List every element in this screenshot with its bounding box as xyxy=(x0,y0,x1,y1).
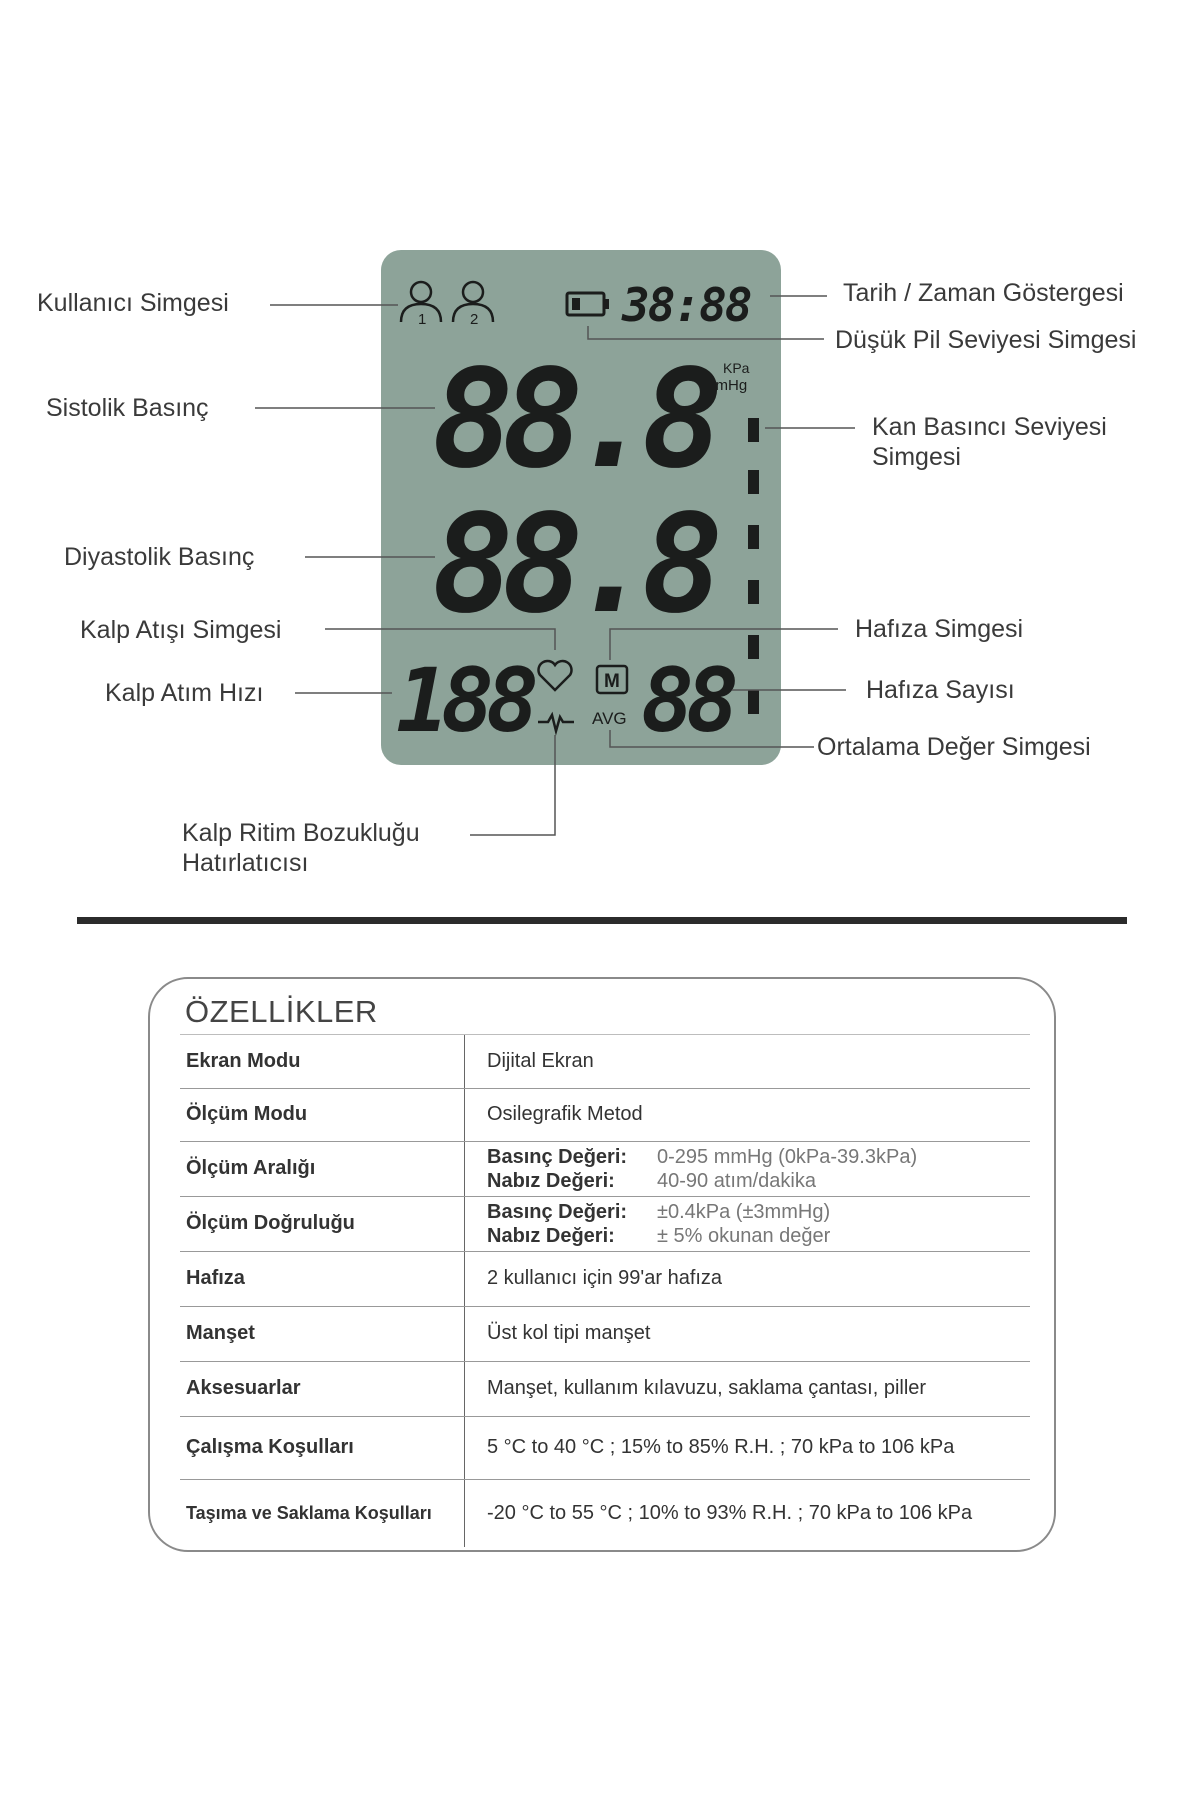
table-row xyxy=(180,1141,1030,1196)
spec-sub-key: Basınç Değeri: xyxy=(487,1145,628,1168)
spec-value: Dijital Ekran xyxy=(465,1035,1031,1088)
spec-value: Üst kol tipi manşet xyxy=(465,1306,1031,1361)
label-average-icon: Ortalama Değer Simgesi xyxy=(817,733,1091,761)
label-systolic: Sistolik Basınç xyxy=(46,394,209,422)
systolic-display: 88.8 xyxy=(432,341,712,499)
spec-value xyxy=(465,1196,1031,1251)
label-date-time: Tarih / Zaman Göstergesi xyxy=(843,279,1124,307)
table-row xyxy=(180,1196,1030,1251)
diastolic-display: 88.8 xyxy=(432,486,712,644)
user-1-number: 1 xyxy=(418,311,427,328)
spec-sub-value: 40-90 atım/dakika xyxy=(657,1169,816,1192)
label-diastolic: Diyastolik Basınç xyxy=(64,543,255,571)
label-memory-count: Hafıza Sayısı xyxy=(866,676,1015,704)
label-heart-rate: Kalp Atım Hızı xyxy=(105,679,264,707)
section-divider xyxy=(77,917,1127,924)
spec-value xyxy=(465,1141,1031,1196)
spec-sub-value: ± 5% okunan değer xyxy=(657,1224,831,1247)
spec-key: Çalışma Koşulları xyxy=(180,1416,465,1479)
label-user-icon: Kullanıcı Simgesi xyxy=(37,289,229,317)
pulse-display: 188 xyxy=(396,649,531,752)
spec-key: Hafıza xyxy=(180,1251,465,1306)
spec-value: -20 °C to 55 °C ; 10% to 93% R.H. ; 70 kPa to 106 kPa xyxy=(487,1501,973,1524)
spec-key: Ölçüm Doğruluğu xyxy=(180,1196,465,1251)
unit-kpa: KPa xyxy=(723,360,750,376)
spec-sub-row xyxy=(487,1224,1030,1248)
spec-sub-value: 0-295 mmHg (0kPa-39.3kPa) xyxy=(657,1145,918,1168)
spec-value: 5 °C to 40 °C ; 15% to 85% R.H. ; 70 kPa to 106 kPa xyxy=(465,1416,1031,1479)
spec-key: Ekran Modu xyxy=(180,1035,465,1088)
table-row xyxy=(180,1088,1030,1141)
label-bp-level: Kan Basıncı Seviyesi Simgesi xyxy=(872,413,1107,471)
memory-letter: M xyxy=(604,671,620,692)
spec-key: Ölçüm Aralığı xyxy=(180,1141,465,1196)
unit-mmhg: mmHg xyxy=(703,377,748,394)
spec-key: Aksesuarlar xyxy=(180,1361,465,1416)
table-row xyxy=(180,1479,1030,1547)
spec-sub-value: ±0.4kPa (±3mmHg) xyxy=(657,1200,831,1223)
table-row xyxy=(180,1251,1030,1306)
spec-sub-row xyxy=(487,1200,1030,1224)
spec-value: Osilegrafik Metod xyxy=(465,1088,1031,1141)
avg-icon: AVG xyxy=(592,709,627,728)
specs-title: ÖZELLİKLER xyxy=(185,994,378,1029)
spec-key: Taşıma ve Saklama Koşulları xyxy=(180,1479,465,1547)
table-row xyxy=(180,1361,1030,1416)
specs-panel xyxy=(148,977,1056,1552)
table-row xyxy=(180,1306,1030,1361)
label-arrhythmia: Kalp Ritim Bozukluğu Hatırlatıcısı xyxy=(182,819,420,877)
spec-value: Manşet, kullanım kılavuzu, saklama çantası, piller xyxy=(465,1361,1031,1416)
spec-key: Manşet xyxy=(180,1306,465,1361)
memory-count-display: 88 xyxy=(641,649,731,752)
spec-sub-key: Nabız Değeri: xyxy=(487,1224,615,1247)
spec-sub-key: Nabız Değeri: xyxy=(487,1169,615,1192)
table-row xyxy=(180,1035,1030,1088)
label-memory-icon: Hafıza Simgesi xyxy=(855,615,1024,643)
specs-table xyxy=(180,1035,1030,1547)
label-low-battery: Düşük Pil Seviyesi Simgesi xyxy=(835,326,1137,354)
user-2-number: 2 xyxy=(470,311,479,328)
time-display: 38:88 xyxy=(622,278,751,332)
spec-sub-row xyxy=(487,1145,1030,1169)
label-heartbeat-icon: Kalp Atışı Simgesi xyxy=(80,616,282,644)
spec-sub-key: Basınç Değeri: xyxy=(487,1200,628,1223)
spec-key: Ölçüm Modu xyxy=(180,1088,465,1141)
spec-sub-row xyxy=(487,1169,1030,1193)
spec-value: 2 kullanıcı için 99'ar hafıza xyxy=(465,1251,1031,1306)
table-row xyxy=(180,1416,1030,1479)
